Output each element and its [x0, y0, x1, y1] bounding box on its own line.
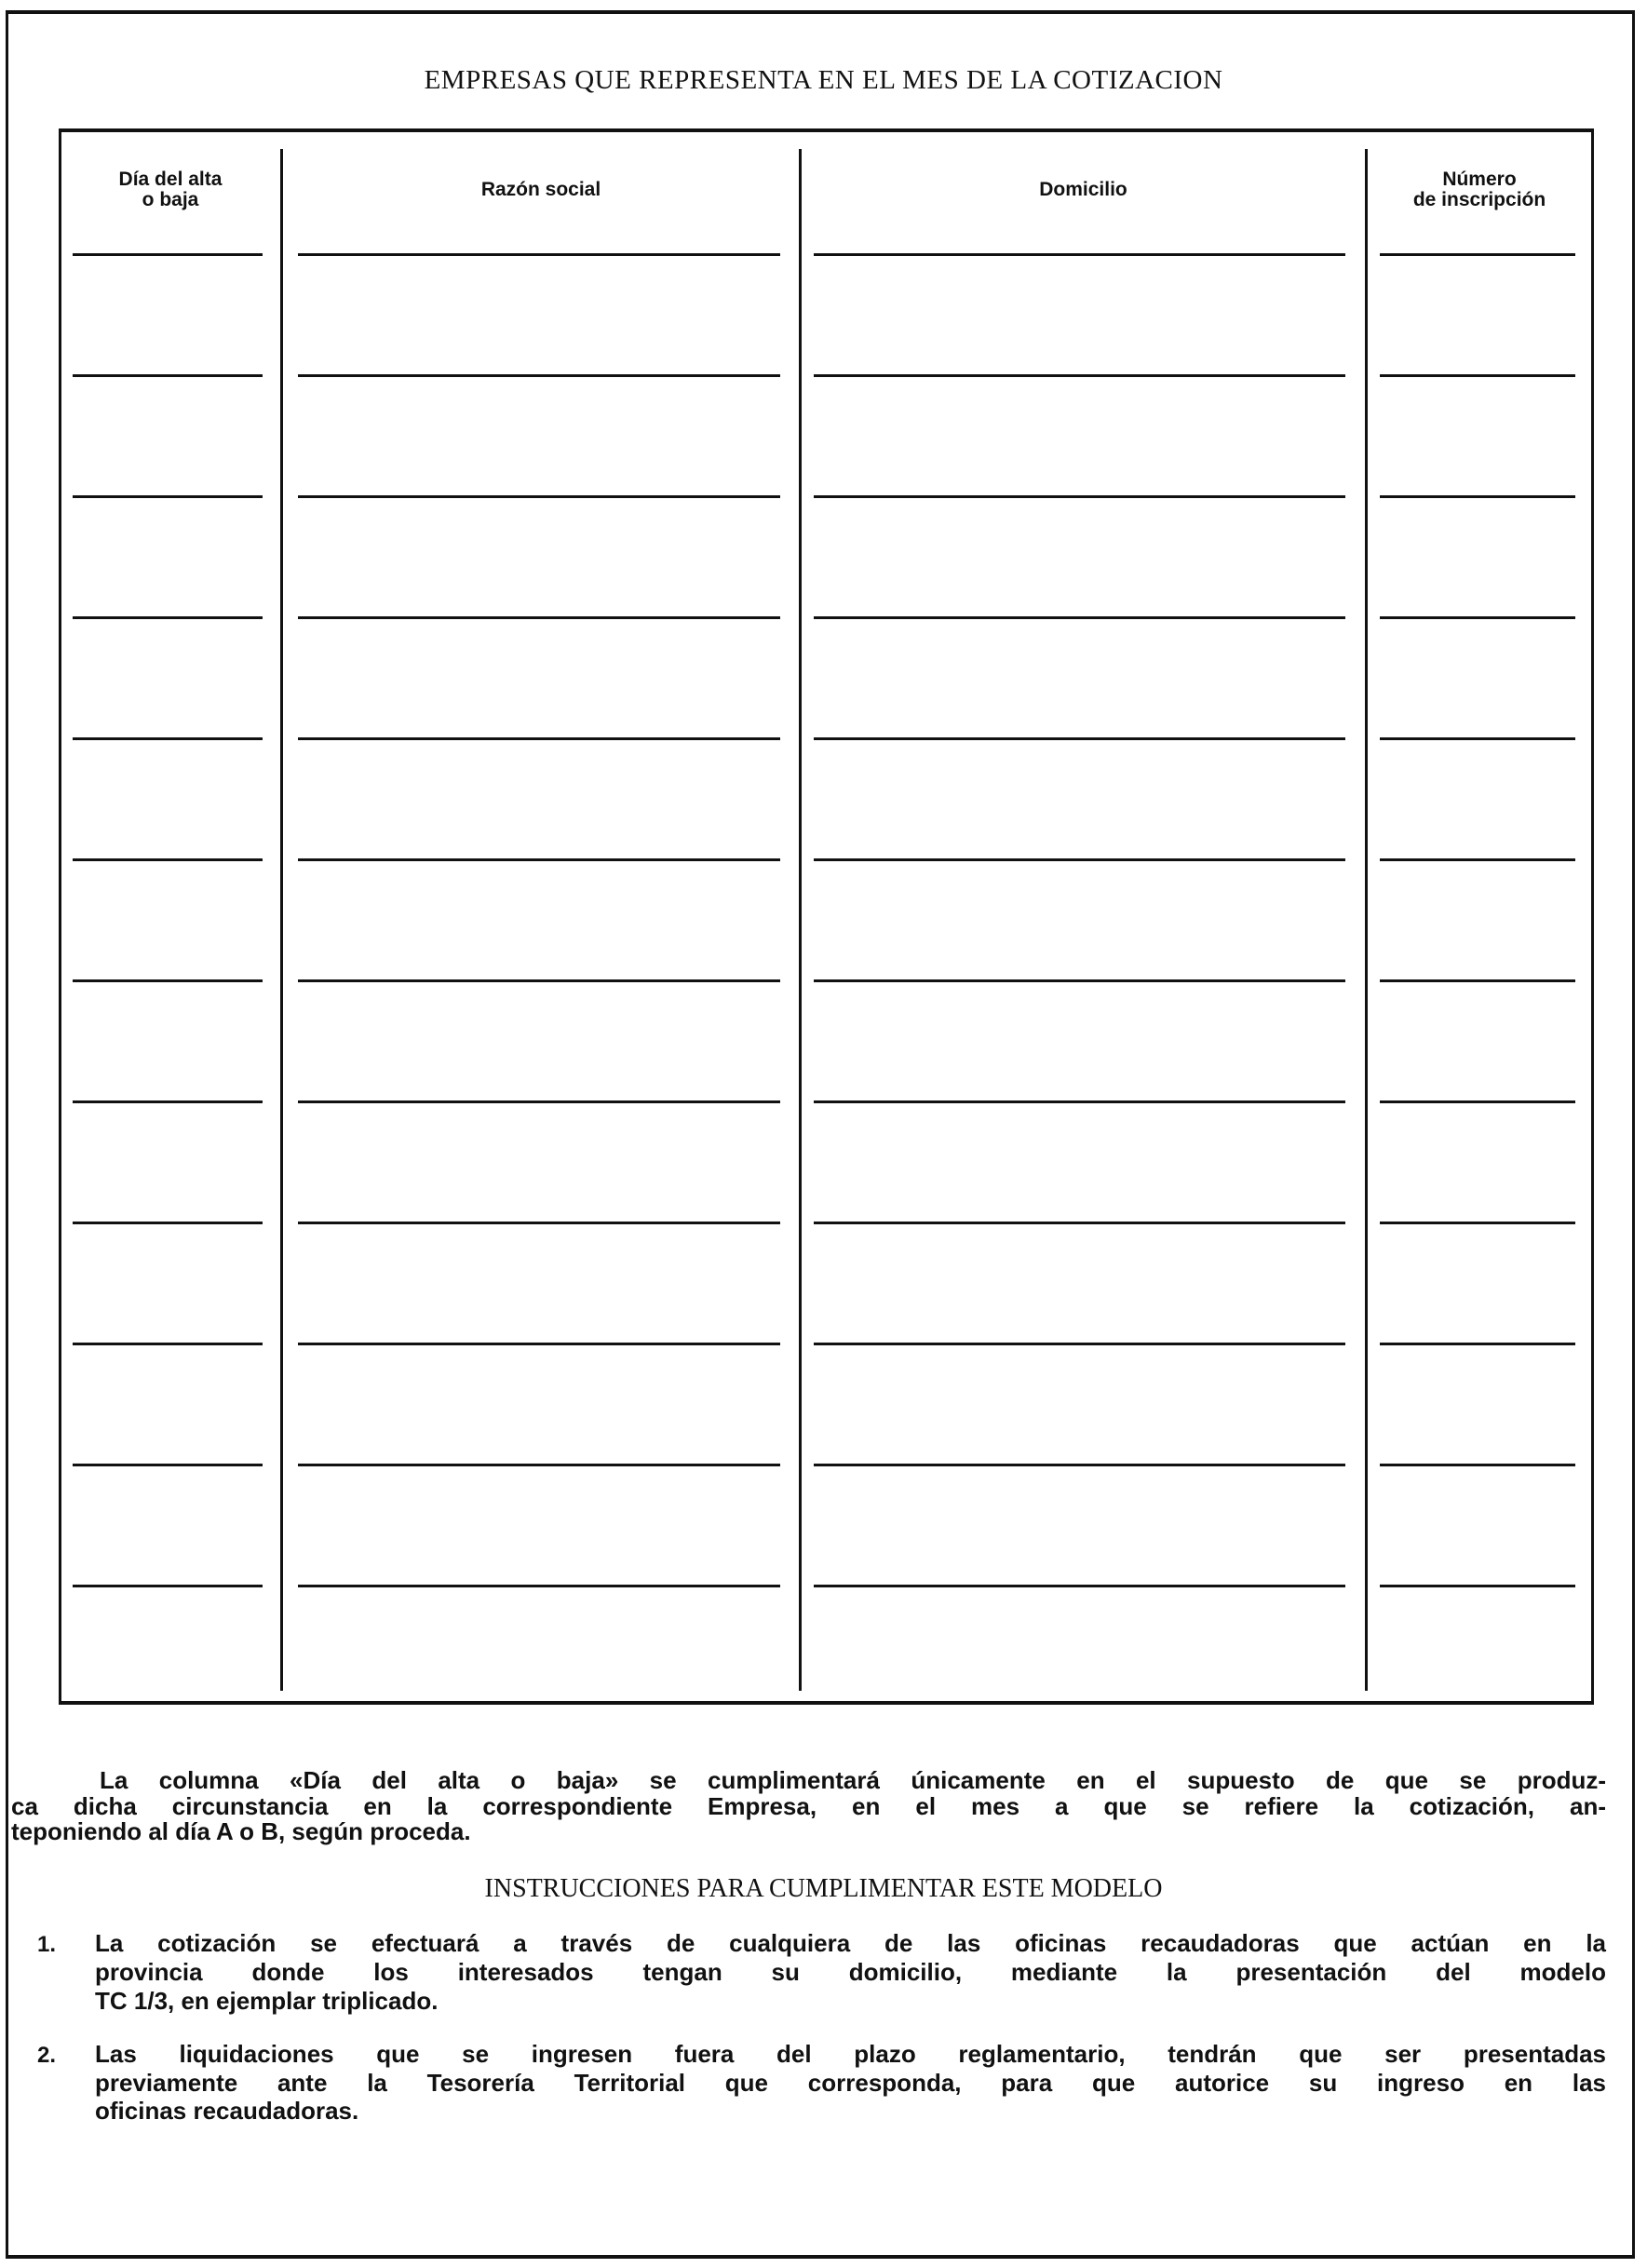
fill-line-numero[interactable] — [1380, 979, 1575, 982]
fill-line-razon-social[interactable] — [298, 979, 780, 982]
fill-line-numero[interactable] — [1380, 616, 1575, 619]
header-line: Número — [1442, 169, 1517, 190]
header-domicilio: Domicilio — [1039, 179, 1127, 200]
header-razon-social: Razón social — [480, 179, 601, 200]
fill-line-domicilio[interactable] — [814, 1343, 1345, 1345]
note-line: ca dicha circunstancia en la correspondiente Empresa, en el mes a que se refiere la cotización, an- — [11, 1792, 1606, 1820]
instructions-heading: INSTRUCCIONES PARA CUMPLIMENTAR ESTE MODELO — [484, 1874, 1163, 1903]
item-number: 1. — [37, 1932, 57, 1957]
fill-line-domicilio[interactable] — [814, 1585, 1345, 1587]
item-line: TC 1/3, en ejemplar triplicado. — [95, 1987, 439, 2015]
item-line: Las liquidaciones que se ingresen fuera del plazo reglamentario, tendrán que ser presentadas — [95, 2040, 1606, 2068]
fill-line-domicilio[interactable] — [814, 616, 1345, 619]
header-line: Día del alta — [118, 169, 223, 190]
fill-line-numero[interactable] — [1380, 1585, 1575, 1587]
fill-line-razon-social[interactable] — [298, 1585, 780, 1587]
fill-line-domicilio[interactable] — [814, 858, 1345, 861]
fill-line-razon-social[interactable] — [298, 253, 780, 256]
note-line: teponiendo al día A o B, según proceda. — [11, 1817, 471, 1845]
fill-line-numero[interactable] — [1380, 1222, 1575, 1224]
fill-line-domicilio[interactable] — [814, 979, 1345, 982]
fill-line-domicilio[interactable] — [814, 253, 1345, 256]
header-line: o baja — [142, 189, 199, 210]
fill-line-dia[interactable] — [73, 979, 263, 982]
fill-line-razon-social[interactable] — [298, 737, 780, 740]
fill-line-dia[interactable] — [73, 1464, 263, 1466]
fill-line-razon-social[interactable] — [298, 1100, 780, 1103]
fill-line-domicilio[interactable] — [814, 1464, 1345, 1466]
fill-line-dia[interactable] — [73, 1585, 263, 1587]
item-line: oficinas recaudadoras. — [95, 2097, 359, 2125]
item-number: 2. — [37, 2043, 57, 2068]
fill-line-razon-social[interactable] — [298, 1222, 780, 1224]
fill-line-numero[interactable] — [1380, 858, 1575, 861]
fill-line-dia[interactable] — [73, 253, 263, 256]
fill-line-numero[interactable] — [1380, 1100, 1575, 1103]
fill-line-domicilio[interactable] — [814, 737, 1345, 740]
fill-line-dia[interactable] — [73, 737, 263, 740]
fill-line-domicilio[interactable] — [814, 1100, 1345, 1103]
companies-table — [59, 128, 1594, 1705]
header-dia-alta-baja — [61, 169, 279, 210]
item-line: previamente ante la Tesorería Territorial que corresponda, para que autorice su ingreso en las — [95, 2069, 1606, 2097]
column-divider — [280, 149, 283, 1691]
column-divider — [799, 149, 802, 1691]
fill-line-domicilio[interactable] — [814, 495, 1345, 498]
fill-line-razon-social[interactable] — [298, 374, 780, 377]
column-divider — [1365, 149, 1368, 1691]
fill-line-razon-social[interactable] — [298, 1464, 780, 1466]
header-numero-inscripcion — [1368, 169, 1591, 210]
form-title: EMPRESAS QUE REPRESENTA EN EL MES DE LA COTIZACION — [424, 65, 1223, 95]
fill-line-razon-social[interactable] — [298, 1343, 780, 1345]
fill-line-dia[interactable] — [73, 1343, 263, 1345]
fill-line-dia[interactable] — [73, 1222, 263, 1224]
fill-line-dia[interactable] — [73, 495, 263, 498]
fill-line-domicilio[interactable] — [814, 374, 1345, 377]
fill-line-dia[interactable] — [73, 1100, 263, 1103]
fill-line-numero[interactable] — [1380, 253, 1575, 256]
fill-line-numero[interactable] — [1380, 737, 1575, 740]
fill-line-dia[interactable] — [73, 858, 263, 861]
header-line: de inscripción — [1412, 189, 1546, 210]
fill-line-numero[interactable] — [1380, 374, 1575, 377]
fill-line-numero[interactable] — [1380, 1464, 1575, 1466]
fill-line-razon-social[interactable] — [298, 616, 780, 619]
fill-line-razon-social[interactable] — [298, 858, 780, 861]
fill-line-numero[interactable] — [1380, 1343, 1575, 1345]
fill-line-domicilio[interactable] — [814, 1222, 1345, 1224]
item-line: La cotización se efectuará a través de cualquiera de las oficinas recaudadoras que actúan en la — [95, 1929, 1606, 1957]
item-line: provincia donde los interesados tengan su domicilio, mediante la presentación del modelo — [95, 1958, 1606, 1986]
fill-line-numero[interactable] — [1380, 495, 1575, 498]
fill-line-dia[interactable] — [73, 616, 263, 619]
fill-line-dia[interactable] — [73, 374, 263, 377]
fill-line-razon-social[interactable] — [298, 495, 780, 498]
note-line: La columna «Día del alta o baja» se cumplimentará únicamente en el supuesto de que se produz- — [100, 1766, 1606, 1794]
